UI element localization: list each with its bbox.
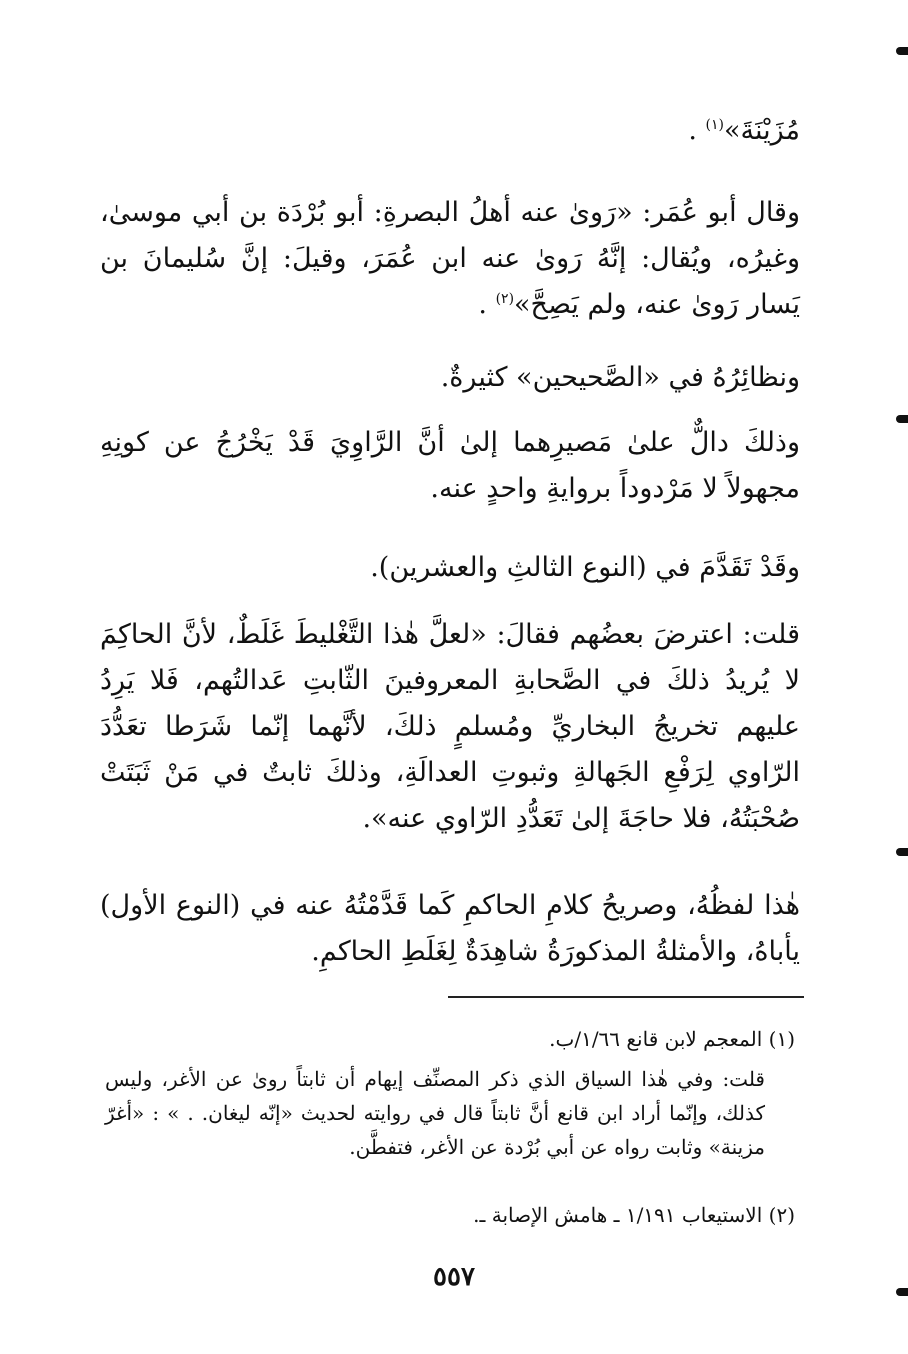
footnote-1: (١) المعجم لابن قانع ١/٦٦/ب. — [549, 1027, 795, 1051]
footnote-separator — [448, 996, 804, 998]
footnote-ref-1: (١) — [705, 117, 724, 133]
paragraph-text: وقال أبو عُمَر: «رَوىٰ عنه أهلُ البصرةِ: أبو بُرْدَة بن أبي موسىٰ، وغيرُه، ويُقال: إنَّهُ رَوىٰ عنه ابن عُمَرَ، وقيلَ: إنَّ سُليمانَ بن يَسار رَوىٰ عنه، ولم يَصِحَّ» — [100, 197, 800, 320]
paragraph-abu-umar-quote — [100, 190, 800, 328]
footnote-1-comment: قلت: وفي هٰذا السياق الذي ذكر المصنِّف إيهام أن ثابتاً روىٰ عن الأغر، وليس كذلك، وإنّما أراد ابن قانع أنَّ ثابتاً قال في روايته لحديث «إنّه ليغان. . » : «أغرّ مزينة» وثابت رواه عن أبي بُرْدة عن الأغر، فتفطَّن. — [105, 1067, 765, 1159]
paragraph-dalalah: وذلكَ دالٌّ علىٰ مَصيرِهما إلىٰ أنَّ الرَّاوِيَ قَدْ يَخْرُجُ عن كونِهِ مجهولاً لا مَرْدوداً بروايةِ واحدٍ عنه. — [100, 427, 800, 504]
paragraph-continuation — [100, 108, 800, 154]
paragraph-cross-reference: وقَدْ تَقَدَّمَ في (النوع الثالثِ والعشرين). — [370, 552, 800, 583]
footnote-ref-2: (٢) — [495, 291, 515, 307]
edge-binding-mark — [896, 415, 908, 423]
paragraph-text: مُزَيْنَةَ» — [723, 115, 800, 146]
paragraph-tail: . — [688, 115, 706, 146]
paragraph-response: هٰذا لفظُهُ، وصريحُ كلامِ الحاكمِ كَما قَدَّمْتُهُ عنه في (النوع الأول) يأباهُ، والأمثلةُ المذكورَةُ شاهِدَةٌ لِغَلَطِ الحاكمِ. — [100, 890, 800, 967]
paragraph-tail: . — [478, 289, 496, 320]
paragraph-objection: قلت: اعترضَ بعضُهم فقالَ: «لعلَّ هٰذا التَّغْليطَ غَلَطٌ، لأنَّ الحاكِمَ لا يُريدُ ذلكَ في الصَّحابةِ المعروفينَ الثّابتِ عَدالتُهم، فَلا يَرِدُ عليهم تخريجُ البخاريِّ ومُسلمٍ ذلكَ، لأنَّهما إنّما شَرَطا تعَدُّدَ الرّاوي لِرَفْعِ الجَهالةِ وثبوتِ العدالَةِ، وذلكَ ثابتٌ في مَنْ ثَبَتَتْ صُحْبَتُهُ، فلا حاجَةَ إلىٰ تَعَدُّدِ الرّاوي عنه». — [100, 619, 800, 834]
footnote-2: (٢) الاستيعاب ١/١٩١ ـ هامش الإصابة ـ. — [473, 1203, 795, 1227]
paragraph-nazairuhu: ونظائِرُهُ في «الصَّحيحين» كثيرةٌ. — [440, 362, 800, 393]
edge-binding-mark — [896, 47, 908, 55]
page-number: ٥٥٧ — [433, 1262, 475, 1292]
edge-binding-mark — [896, 848, 908, 856]
edge-binding-mark — [896, 1288, 908, 1296]
